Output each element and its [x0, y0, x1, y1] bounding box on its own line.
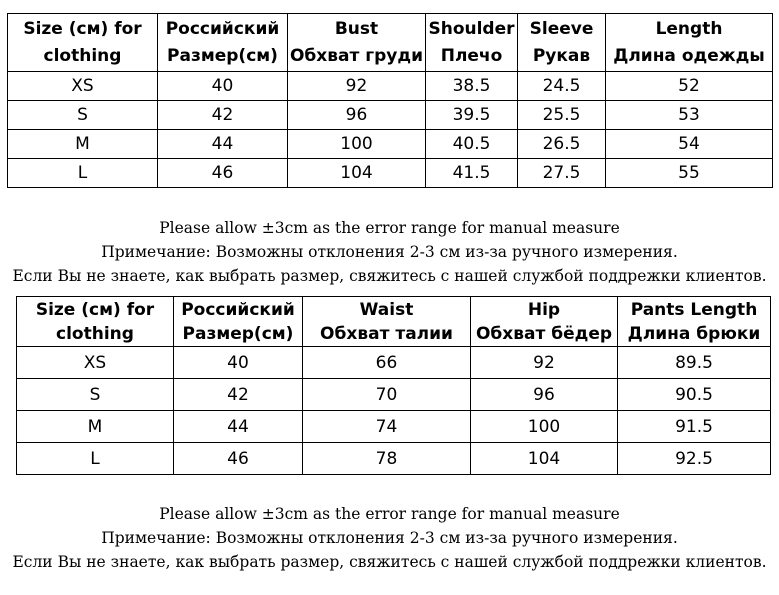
- cell-sleeve: 24.5: [518, 72, 606, 101]
- cell-bust: 96: [288, 101, 426, 130]
- cell-shoulder: 40.5: [426, 130, 518, 159]
- table-row: [8, 130, 773, 159]
- cell-russian-size: 46: [174, 443, 303, 475]
- cell-russian-size: 42: [158, 101, 288, 130]
- cell-bust: 92: [288, 72, 426, 101]
- table-row: [8, 72, 773, 101]
- header-pants-length: Pants Length Длина брюки: [618, 297, 771, 347]
- note-line-support: Если Вы не знаете, как выбрать размер, свяжитесь с нашей службой поддрежки клиентов.: [12, 553, 767, 571]
- cell-size: S: [8, 101, 158, 130]
- top-size-table: [7, 13, 773, 188]
- table-header-row: [8, 14, 773, 72]
- cell-russian-size: 40: [174, 347, 303, 379]
- cell-russian-size: 46: [158, 159, 288, 188]
- cell-pants-length: 92.5: [618, 443, 771, 475]
- cell-sleeve: 27.5: [518, 159, 606, 188]
- cell-russian-size: 42: [174, 379, 303, 411]
- cell-russian-size: 44: [158, 130, 288, 159]
- cell-hip: 104: [471, 443, 618, 475]
- table-row: [17, 411, 771, 443]
- table-header-row: [17, 297, 771, 347]
- cell-size: M: [8, 130, 158, 159]
- header-length: Length Длина одежды: [606, 14, 773, 72]
- header-russian-size: Российский Размер(см): [174, 297, 303, 347]
- cell-hip: 92: [471, 347, 618, 379]
- measurement-note-top: [0, 216, 779, 288]
- header-bust: Bust Обхват груди: [288, 14, 426, 72]
- cell-size: S: [17, 379, 174, 411]
- cell-waist: 66: [303, 347, 471, 379]
- cell-size: M: [17, 411, 174, 443]
- note-line-russian: Примечание: Возможны отклонения 2-3 см из-за ручного измерения.: [101, 243, 678, 261]
- note-line-english: Please allow ±3cm as the error range for manual measure: [159, 219, 620, 237]
- cell-shoulder: 38.5: [426, 72, 518, 101]
- note-line-russian: Примечание: Возможны отклонения 2-3 см из-за ручного измерения.: [101, 529, 678, 547]
- note-line-support: Если Вы не знаете, как выбрать размер, свяжитесь с нашей службой поддрежки клиентов.: [12, 267, 767, 285]
- header-size: Size (см) for clothing: [17, 297, 174, 347]
- cell-pants-length: 90.5: [618, 379, 771, 411]
- note-line-english: Please allow ±3cm as the error range for manual measure: [159, 505, 620, 523]
- cell-size: L: [8, 159, 158, 188]
- cell-shoulder: 39.5: [426, 101, 518, 130]
- cell-length: 52: [606, 72, 773, 101]
- cell-size: XS: [17, 347, 174, 379]
- table-row: [17, 347, 771, 379]
- bottom-size-table: [16, 296, 771, 475]
- table-row: [17, 379, 771, 411]
- header-size: Size (см) for clothing: [8, 14, 158, 72]
- table-row: [17, 443, 771, 475]
- cell-bust: 100: [288, 130, 426, 159]
- cell-length: 54: [606, 130, 773, 159]
- cell-pants-length: 91.5: [618, 411, 771, 443]
- cell-hip: 100: [471, 411, 618, 443]
- header-hip: Hip Обхват бёдер: [471, 297, 618, 347]
- cell-length: 55: [606, 159, 773, 188]
- cell-bust: 104: [288, 159, 426, 188]
- table-row: [8, 101, 773, 130]
- cell-sleeve: 25.5: [518, 101, 606, 130]
- cell-size: XS: [8, 72, 158, 101]
- cell-hip: 96: [471, 379, 618, 411]
- cell-russian-size: 40: [158, 72, 288, 101]
- cell-waist: 70: [303, 379, 471, 411]
- cell-waist: 78: [303, 443, 471, 475]
- header-russian-size: Российский Размер(см): [158, 14, 288, 72]
- measurement-note-bottom: [0, 502, 779, 574]
- header-shoulder: Shoulder Плечо: [426, 14, 518, 72]
- cell-sleeve: 26.5: [518, 130, 606, 159]
- cell-waist: 74: [303, 411, 471, 443]
- table-row: [8, 159, 773, 188]
- cell-length: 53: [606, 101, 773, 130]
- cell-size: L: [17, 443, 174, 475]
- header-waist: Waist Обхват талии: [303, 297, 471, 347]
- header-sleeve: Sleeve Рукав: [518, 14, 606, 72]
- cell-pants-length: 89.5: [618, 347, 771, 379]
- cell-shoulder: 41.5: [426, 159, 518, 188]
- cell-russian-size: 44: [174, 411, 303, 443]
